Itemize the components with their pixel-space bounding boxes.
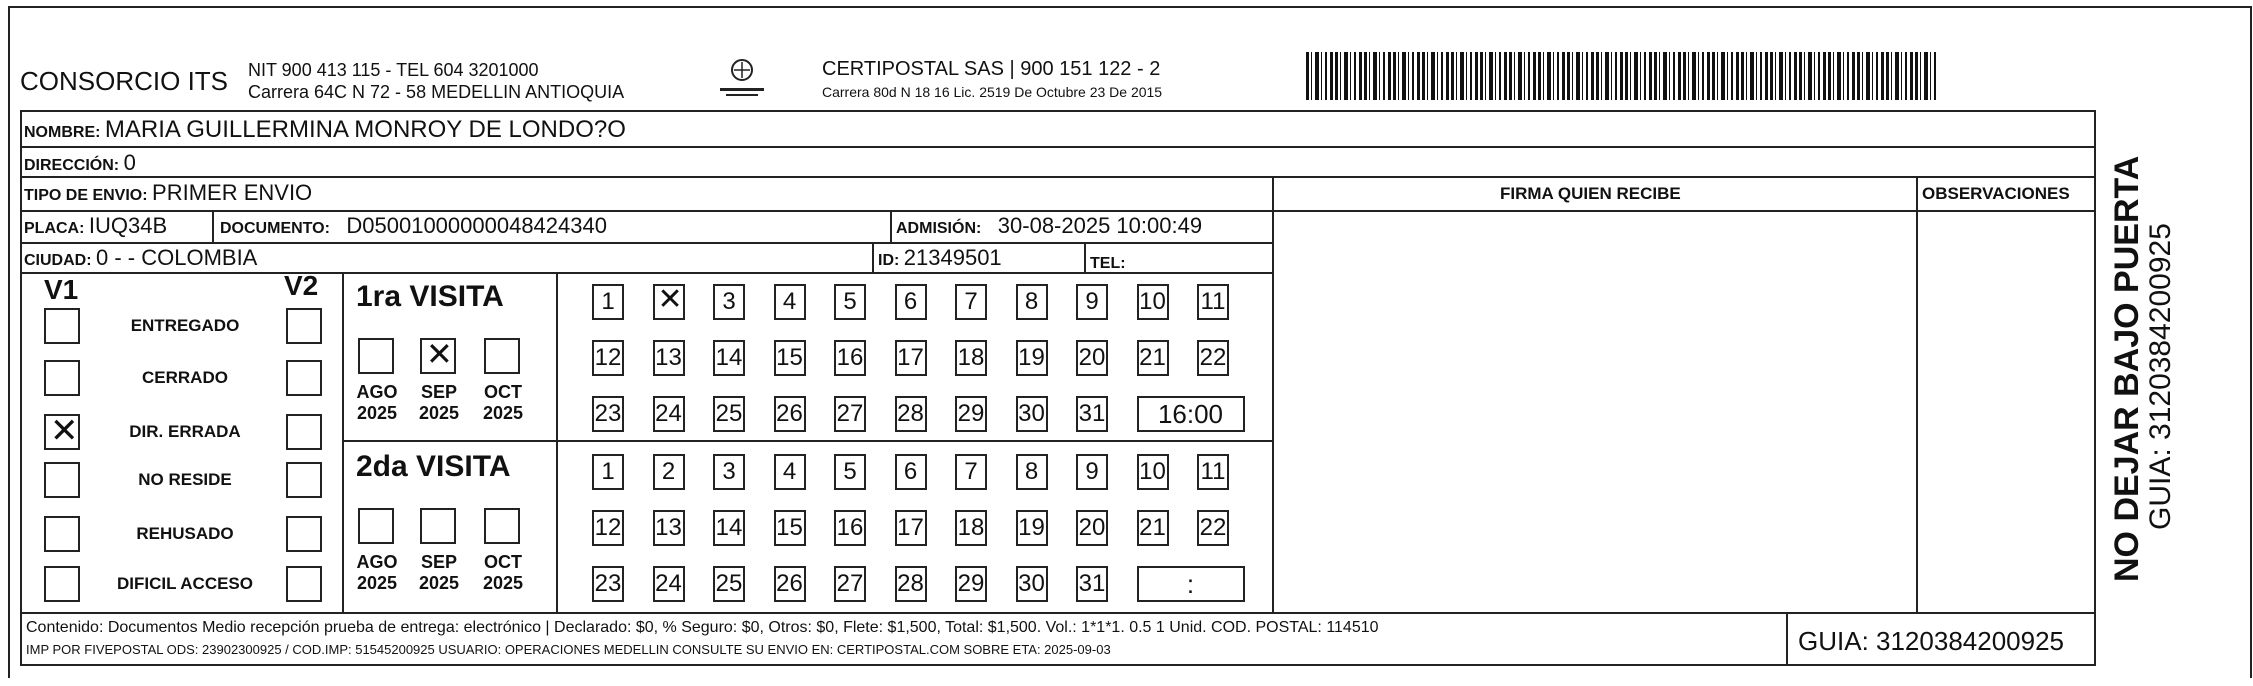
- day-20[interactable]: 20: [1076, 510, 1108, 546]
- v2-checkbox[interactable]: [286, 516, 322, 552]
- ciudad-row: CIUDAD: 0 - - COLOMBIA: [24, 245, 258, 270]
- direccion-value: 0: [123, 150, 136, 175]
- day-19[interactable]: 19: [1016, 510, 1048, 546]
- nombre-value: MARIA GUILLERMINA MONROY DE LONDO?O: [104, 116, 626, 143]
- day-30[interactable]: 30: [1016, 566, 1048, 602]
- documento-value: D05001000000048424340: [346, 213, 607, 238]
- v2-checkbox[interactable]: [286, 414, 322, 450]
- rule: [890, 210, 892, 242]
- day-6[interactable]: 6: [895, 454, 927, 490]
- day-21[interactable]: 21: [1137, 510, 1169, 546]
- day-13[interactable]: 13: [653, 510, 685, 546]
- day-17[interactable]: 17: [895, 340, 927, 376]
- day-8[interactable]: 8: [1016, 284, 1048, 320]
- day-7[interactable]: 7: [955, 454, 987, 490]
- day-3[interactable]: 3: [713, 454, 745, 490]
- rule: [342, 440, 1272, 442]
- day-17[interactable]: 17: [895, 510, 927, 546]
- day-24[interactable]: 24: [653, 396, 685, 432]
- day-18[interactable]: 18: [955, 510, 987, 546]
- certipostal-line1: CERTIPOSTAL SAS | 900 151 122 - 2: [822, 58, 1161, 80]
- day-11[interactable]: 11: [1197, 284, 1229, 320]
- side-guia: GUIA: 3120384200925: [2144, 223, 2177, 530]
- day-28[interactable]: 28: [895, 566, 927, 602]
- day-10[interactable]: 10: [1137, 284, 1169, 320]
- day-28[interactable]: 28: [895, 396, 927, 432]
- rule: [20, 110, 22, 666]
- ciudad-value: 0 - - COLOMBIA: [96, 245, 258, 270]
- v1-checkbox[interactable]: [44, 462, 80, 498]
- day-16[interactable]: 16: [834, 510, 866, 546]
- day-2[interactable]: [653, 284, 685, 320]
- day-20[interactable]: 20: [1076, 340, 1108, 376]
- day-9[interactable]: 9: [1076, 284, 1108, 320]
- certipostal-logo: [712, 58, 772, 100]
- rule: [20, 146, 2096, 148]
- visit1-title: 1ra VISITA: [356, 280, 504, 313]
- month-label: AGO 2025: [356, 382, 398, 423]
- id-value: 21349501: [903, 245, 1002, 270]
- footer-guia: GUIA: 3120384200925: [1798, 626, 2064, 656]
- nit-line: NIT 900 413 115 - TEL 604 3201000: [248, 60, 539, 80]
- observaciones-area[interactable]: [1918, 212, 2094, 612]
- rule: [20, 272, 1272, 274]
- v1-checkbox[interactable]: [44, 414, 80, 450]
- placa-row: PLACA: IUQ34B: [24, 213, 168, 238]
- status-label: NO RESIDE: [138, 470, 232, 489]
- day-26[interactable]: 26: [774, 396, 806, 432]
- day-15[interactable]: 15: [774, 510, 806, 546]
- id-row: ID: 21349501: [878, 245, 1002, 270]
- v2-label: V2: [284, 270, 319, 301]
- rule: [20, 210, 1272, 212]
- day-14[interactable]: 14: [713, 510, 745, 546]
- firma-area[interactable]: [1274, 212, 1916, 612]
- nombre-row: NOMBRE: MARIA GUILLERMINA MONROY DE LONDO?O: [24, 116, 626, 143]
- day-15[interactable]: 15: [774, 340, 806, 376]
- month-label: AGO 2025: [356, 552, 398, 593]
- v2-checkbox[interactable]: [286, 462, 322, 498]
- month-label: OCT 2025: [482, 552, 524, 593]
- day-25[interactable]: 25: [713, 566, 745, 602]
- rule: [20, 110, 2096, 112]
- day-22[interactable]: 22: [1197, 510, 1229, 546]
- tipo-value: PRIMER ENVIO: [152, 180, 313, 205]
- rule: [342, 272, 344, 612]
- day-18[interactable]: 18: [955, 340, 987, 376]
- status-label: ENTREGADO: [130, 316, 240, 335]
- firma-label: FIRMA QUIEN RECIBE: [1500, 184, 1681, 203]
- day-1[interactable]: 1: [592, 284, 624, 320]
- check-mark-icon: ✕: [426, 336, 453, 372]
- day-8[interactable]: 8: [1016, 454, 1048, 490]
- v1-label: V1: [44, 274, 79, 305]
- rule: [2094, 110, 2096, 666]
- day-30[interactable]: 30: [1016, 396, 1048, 432]
- placa-value: IUQ34B: [88, 213, 168, 238]
- month-checkbox-sep[interactable]: [420, 508, 456, 544]
- month-label: SEP 2025: [418, 382, 460, 423]
- day-23[interactable]: 23: [592, 566, 624, 602]
- status-label: DIFICIL ACCESO: [116, 574, 253, 593]
- month-checkbox-ago[interactable]: [358, 508, 394, 544]
- day-31[interactable]: 31: [1076, 396, 1108, 432]
- documento-row: DOCUMENTO: D05001000000048424340: [220, 213, 607, 238]
- day-22[interactable]: 22: [1197, 340, 1229, 376]
- day-7[interactable]: 7: [955, 284, 987, 320]
- rule: [1786, 612, 1788, 666]
- status-label: REHUSADO: [136, 524, 234, 543]
- day-4[interactable]: 4: [774, 454, 806, 490]
- time-field[interactable]: :: [1137, 566, 1245, 602]
- tel-row: TEL:: [1090, 255, 1126, 272]
- side-warning: NO DEJAR BAJO PUERTA: [2108, 155, 2146, 582]
- footer-imp: IMP POR FIVEPOSTAL ODS: 23902300925 / COD.IMP: 51545200925 USUARIO: OPERACIONES MEDELLIN CONSULTE SU ENVIO EN: CERTIPOSTAL.COM SOBRE ETA: 2025-09-03: [26, 642, 1111, 657]
- month-checkbox-ago[interactable]: [358, 338, 394, 374]
- rule: [20, 612, 2096, 614]
- day-16[interactable]: 16: [834, 340, 866, 376]
- day-27[interactable]: 27: [834, 396, 866, 432]
- time-field[interactable]: 16:00: [1137, 396, 1245, 432]
- rule: [1084, 242, 1086, 272]
- day-23[interactable]: 23: [592, 396, 624, 432]
- day-24[interactable]: 24: [653, 566, 685, 602]
- v2-checkbox[interactable]: [286, 360, 322, 396]
- status-label: CERRADO: [142, 368, 228, 387]
- day-5[interactable]: 5: [834, 454, 866, 490]
- rule: [20, 664, 2096, 666]
- day-9[interactable]: 9: [1076, 454, 1108, 490]
- v1-checkbox[interactable]: [44, 360, 80, 396]
- day-19[interactable]: 19: [1016, 340, 1048, 376]
- direccion-row: DIRECCIÓN: 0: [24, 150, 136, 175]
- v2-checkbox[interactable]: [286, 308, 322, 344]
- day-10[interactable]: 10: [1137, 454, 1169, 490]
- day-29[interactable]: 29: [955, 566, 987, 602]
- barcode: [1306, 52, 1938, 100]
- footer-contenido: Contenido: Documentos Medio recepción prueba de entrega: electrónico | Declarado: $0, % Seguro: $0, Otros: $0, Flete: $1,500, Total: $1,500. Vol.: 1*1*1. 0.5 1 Unid. COD. POSTAL: 114510: [26, 619, 1379, 636]
- day-31[interactable]: 31: [1076, 566, 1108, 602]
- day-13[interactable]: 13: [653, 340, 685, 376]
- check-mark-icon: ✕: [657, 283, 683, 316]
- check-mark-icon: ✕: [50, 412, 79, 450]
- month-checkbox-sep[interactable]: [420, 338, 456, 374]
- month-checkbox-oct[interactable]: [484, 338, 520, 374]
- admision-value: 30-08-2025 10:00:49: [997, 213, 1203, 238]
- certipostal-line2: Carrera 80d N 18 16 Lic. 2519 De Octubre 23 De 2015: [822, 84, 1163, 100]
- v1-checkbox[interactable]: [44, 516, 80, 552]
- day-14[interactable]: 14: [713, 340, 745, 376]
- day-12[interactable]: 12: [592, 340, 624, 376]
- rule: [872, 242, 874, 272]
- v2-checkbox[interactable]: [286, 566, 322, 602]
- month-label: SEP 2025: [418, 552, 460, 593]
- day-11[interactable]: 11: [1197, 454, 1229, 490]
- day-5[interactable]: 5: [834, 284, 866, 320]
- day-4[interactable]: 4: [774, 284, 806, 320]
- day-26[interactable]: 26: [774, 566, 806, 602]
- day-3[interactable]: 3: [713, 284, 745, 320]
- observaciones-label: OBSERVACIONES: [1922, 184, 2070, 203]
- day-21[interactable]: 21: [1137, 340, 1169, 376]
- company-name: CONSORCIO ITS: [20, 66, 229, 96]
- month-checkbox-oct[interactable]: [484, 508, 520, 544]
- day-6[interactable]: 6: [895, 284, 927, 320]
- status-label: DIR. ERRADA: [129, 422, 241, 441]
- day-25[interactable]: 25: [713, 396, 745, 432]
- address-line: Carrera 64C N 72 - 58 MEDELLIN ANTIOQUIA: [248, 82, 625, 102]
- day-29[interactable]: 29: [955, 396, 987, 432]
- day-2[interactable]: 2: [653, 454, 685, 490]
- admision-row: ADMISIÓN: 30-08-2025 10:00:49: [896, 213, 1203, 238]
- rule: [556, 272, 558, 612]
- rule: [212, 210, 214, 242]
- visit2-title: 2da VISITA: [356, 450, 511, 483]
- day-12[interactable]: 12: [592, 510, 624, 546]
- day-27[interactable]: 27: [834, 566, 866, 602]
- rule: [20, 176, 2096, 178]
- tipo-row: TIPO DE ENVIO: PRIMER ENVIO: [24, 180, 313, 205]
- month-label: OCT 2025: [482, 382, 524, 423]
- day-1[interactable]: 1: [592, 454, 624, 490]
- v1-checkbox[interactable]: [44, 566, 80, 602]
- v1-checkbox[interactable]: [44, 308, 80, 344]
